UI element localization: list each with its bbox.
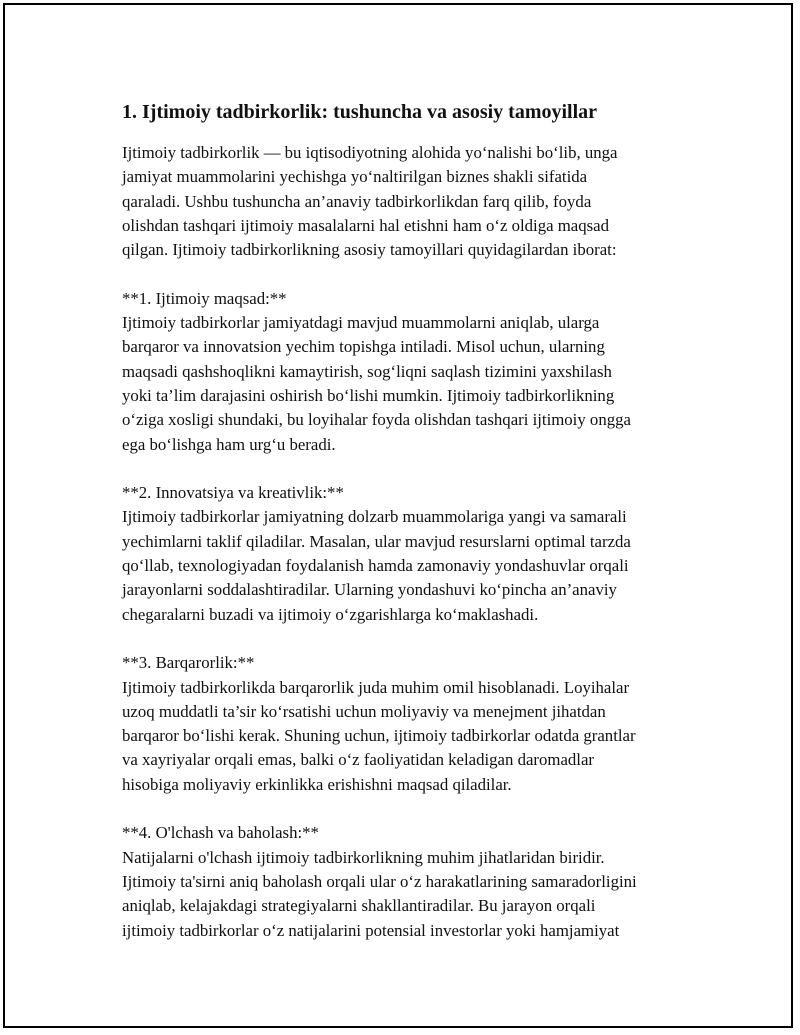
text-line: Natijalarni o'lchash ijtimoiy tadbirkorlikning muhim jihatlaridan biridir. (122, 847, 605, 867)
text-line: Ijtimoiy tadbirkorlar jamiyatning dolzarb muammolariga yangi va samarali (122, 507, 627, 527)
paragraph-gap (122, 797, 722, 821)
text-line: jarayonlarni soddalashtiradilar. Ularning yondashuvi koʻpincha an’anaviy (122, 580, 617, 600)
text-line: qoʻllab, texnologiyadan foydalanish hamda zamonaviy yondashuvlar orqali (122, 556, 629, 576)
principle-section-2 (122, 481, 722, 627)
text-line: yechimlarni taklif qiladilar. Masalan, ular mavjud resurslarni optimal tarzda (122, 531, 631, 551)
principle-title: **3. Barqarorlik:** (122, 653, 255, 673)
text-line: ijtimoiy tadbirkorlar oʻz natijalarini potensial investorlar yoki hamjamiyat (122, 920, 620, 940)
principle-section-4 (122, 821, 722, 942)
paragraph-gap (122, 262, 722, 286)
page-frame (3, 3, 793, 1028)
principle-title: **4. O'lchash va baholash:** (122, 823, 319, 843)
principle-title: **1. Ijtimoiy maqsad:** (122, 288, 287, 308)
text-line: Ijtimoiy tadbirkorlikda barqarorlik juda muhim omil hisoblanadi. Loyihalar (122, 677, 630, 697)
text-line: olishdan tashqari ijtimoiy masalalarni hal etishni ham oʻz oldiga maqsad (122, 215, 610, 235)
text-line: qilgan. Ijtimoiy tadbirkorlikning asosiy tamoyillari quyidagilardan iborat: (122, 240, 617, 260)
text-line: uzoq muddatli ta’sir koʻrsatishi uchun moliyaviy va menejment jihatdan (122, 701, 606, 721)
text-line: Ijtimoiy tadbirkorlar jamiyatdagi mavjud muammolarni aniqlab, ularga (122, 313, 600, 333)
text-line: Ijtimoiy tadbirkorlik — bu iqtisodiyotning alohida yoʻnalishi boʻlib, unga (122, 143, 618, 162)
text-line: chegaralarni buzadi va ijtimoiy oʻzgarishlarga koʻmaklashadi. (122, 604, 539, 624)
text-line: maqsadi qashshoqlikni kamaytirish, sogʻliqni saqlash tizimini yaxshilash (122, 361, 612, 381)
text-line: barqaror va innovatsion yechim topishga intiladi. Misol uchun, ularning (122, 337, 605, 357)
text-line: ega boʻlishga ham urgʻu beradi. (122, 434, 336, 454)
principle-title: **2. Innovatsiya va kreativlik:** (122, 483, 344, 503)
text-line: jamiyat muammolarini yechishga yoʻnaltirilgan biznes shakli sifatida (122, 167, 588, 187)
section-heading: 1. Ijtimoiy tadbirkorlik: tushuncha va asosiy tamoyillar (122, 101, 598, 123)
document-body (122, 98, 722, 943)
text-line: hisobiga moliyaviy erkinlikka erishishni maqsad qiladilar. (122, 774, 512, 794)
text-line: oʻziga xosligi shundaki, bu loyihalar foyda olishdan tashqari ijtimoiy ongga (122, 410, 631, 430)
paragraph-gap (122, 457, 722, 481)
paragraph-gap (122, 627, 722, 651)
principle-section-3 (122, 651, 722, 797)
text-line: barqaror boʻlishi kerak. Shuning uchun, ijtimoiy tadbirkorlar odatda grantlar (122, 726, 636, 746)
principle-section-1 (122, 287, 722, 457)
intro-paragraph (122, 141, 722, 262)
text-line: va xayriyalar orqali emas, balki oʻz faoliyatidan keladigan daromadlar (122, 750, 595, 770)
text-line: Ijtimoiy ta'sirni aniq baholash orqali ular oʻz harakatlarining samaradorligini (122, 871, 637, 891)
text-line: qaraladi. Ushbu tushuncha an’anaviy tadbirkorlikdan farq qilib, foyda (122, 191, 592, 211)
text-line: yoki ta’lim darajasini oshirish boʻlishi mumkin. Ijtimoiy tadbirkorlikning (122, 385, 615, 405)
text-line: aniqlab, kelajakdagi strategiyalarni shakllantiradilar. Bu jarayon orqali (122, 896, 596, 916)
